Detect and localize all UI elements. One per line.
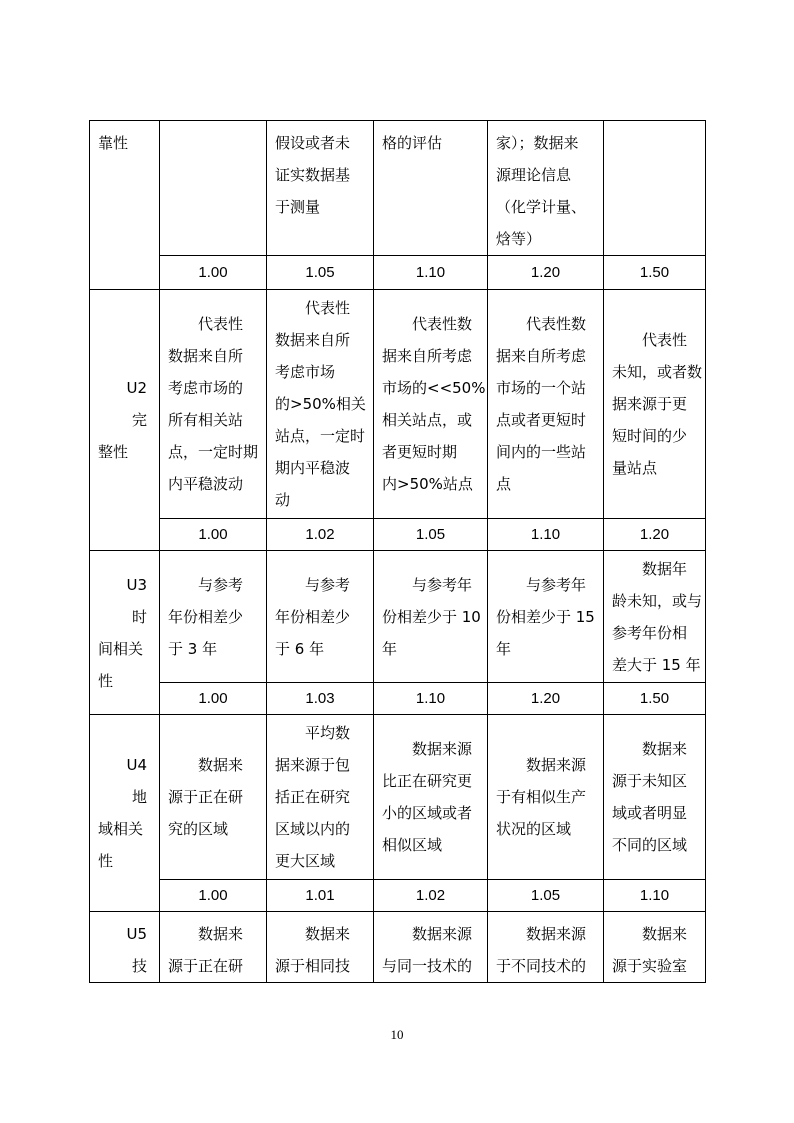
table-cell: 数据来 源于未知区 域或者明显 不同的区域 — [604, 715, 706, 880]
table-cell: 数据来源 于不同技术的 — [488, 912, 604, 983]
table-row — [90, 290, 706, 519]
table-cell: 代表性数 据来自所考虑 市场的一个站 点或者更短时 间内的一些站 点 — [488, 290, 604, 519]
score-row — [90, 880, 706, 912]
table-cell: 代表性 数据来自所 考虑市场的 所有相关站 点，一定时期 内平稳波动 — [160, 290, 267, 519]
table-row — [90, 551, 706, 683]
row-header-u5: U5 技 — [90, 912, 160, 983]
score-value: 1.03 — [267, 683, 374, 715]
table-cell: 假设或者未 证实数据基 于测量 — [267, 121, 374, 256]
table-cell: 数据来 源于相同技 — [267, 912, 374, 983]
score-value: 1.01 — [267, 880, 374, 912]
score-value: 1.10 — [374, 683, 488, 715]
table-cell: 数据来 源于正在研 — [160, 912, 267, 983]
table-cell: 家）；数据来 源理论信息 （化学计量、 焓等） — [488, 121, 604, 256]
score-value: 1.00 — [160, 256, 267, 290]
table-cell: 与参考年 份相差少于 10 年 — [374, 551, 488, 683]
table-cell: 数据年 龄未知，或与 参考年份相 差大于 15 年 — [604, 551, 706, 683]
score-value: 1.00 — [160, 683, 267, 715]
score-value: 1.20 — [604, 519, 706, 551]
table-cell: 数据来源 与同一技术的 — [374, 912, 488, 983]
score-value: 1.50 — [604, 256, 706, 290]
row-header-reliability: 靠性 — [90, 121, 160, 290]
score-row — [90, 519, 706, 551]
row-header-u2: U2 完 整性 — [90, 290, 160, 551]
table-row — [90, 121, 706, 256]
score-value: 1.05 — [374, 519, 488, 551]
score-value: 1.02 — [374, 880, 488, 912]
table-cell: 代表性数 据来自所考虑 市场的<<50% 相关站点，或 者更短时期 内>50%站点 — [374, 290, 488, 519]
table-cell: 代表性 未知，或者数 据来源于更 短时间的少 量站点 — [604, 290, 706, 519]
score-value: 1.05 — [267, 256, 374, 290]
score-value: 1.20 — [488, 256, 604, 290]
score-value: 1.00 — [160, 519, 267, 551]
table-cell — [160, 121, 267, 256]
table-cell: 与参考年 份相差少于 15 年 — [488, 551, 604, 683]
score-value: 1.05 — [488, 880, 604, 912]
row-header-u4: U4 地 域相关 性 — [90, 715, 160, 912]
table-cell: 数据来 源于正在研 究的区域 — [160, 715, 267, 880]
table-cell: 代表性 数据来自所 考虑市场 的>50%相关 站点，一定时 期内平稳波 动 — [267, 290, 374, 519]
table-cell: 与参考 年份相差少 于 3 年 — [160, 551, 267, 683]
table-row — [90, 715, 706, 880]
score-value: 1.10 — [374, 256, 488, 290]
score-row — [90, 256, 706, 290]
table-cell: 格的评估 — [374, 121, 488, 256]
score-value: 1.02 — [267, 519, 374, 551]
score-value: 1.10 — [488, 519, 604, 551]
score-value: 1.00 — [160, 880, 267, 912]
table-cell: 数据来源 于有相似生产 状况的区域 — [488, 715, 604, 880]
table-cell: 数据来 源于实验室 — [604, 912, 706, 983]
score-row — [90, 683, 706, 715]
table-cell: 平均数 据来源于包 括正在研究 区域以内的 更大区域 — [267, 715, 374, 880]
score-value: 1.20 — [488, 683, 604, 715]
score-value: 1.50 — [604, 683, 706, 715]
page-number: 10 — [390, 1027, 404, 1042]
table-cell: 与参考 年份相差少 于 6 年 — [267, 551, 374, 683]
row-header-u3: U3 时 间相关 性 — [90, 551, 160, 715]
indicator-table — [89, 120, 706, 983]
table-cell — [604, 121, 706, 256]
score-value: 1.10 — [604, 880, 706, 912]
table-cell: 数据来源 比正在研究更 小的区域或者 相似区域 — [374, 715, 488, 880]
table-row — [90, 912, 706, 983]
